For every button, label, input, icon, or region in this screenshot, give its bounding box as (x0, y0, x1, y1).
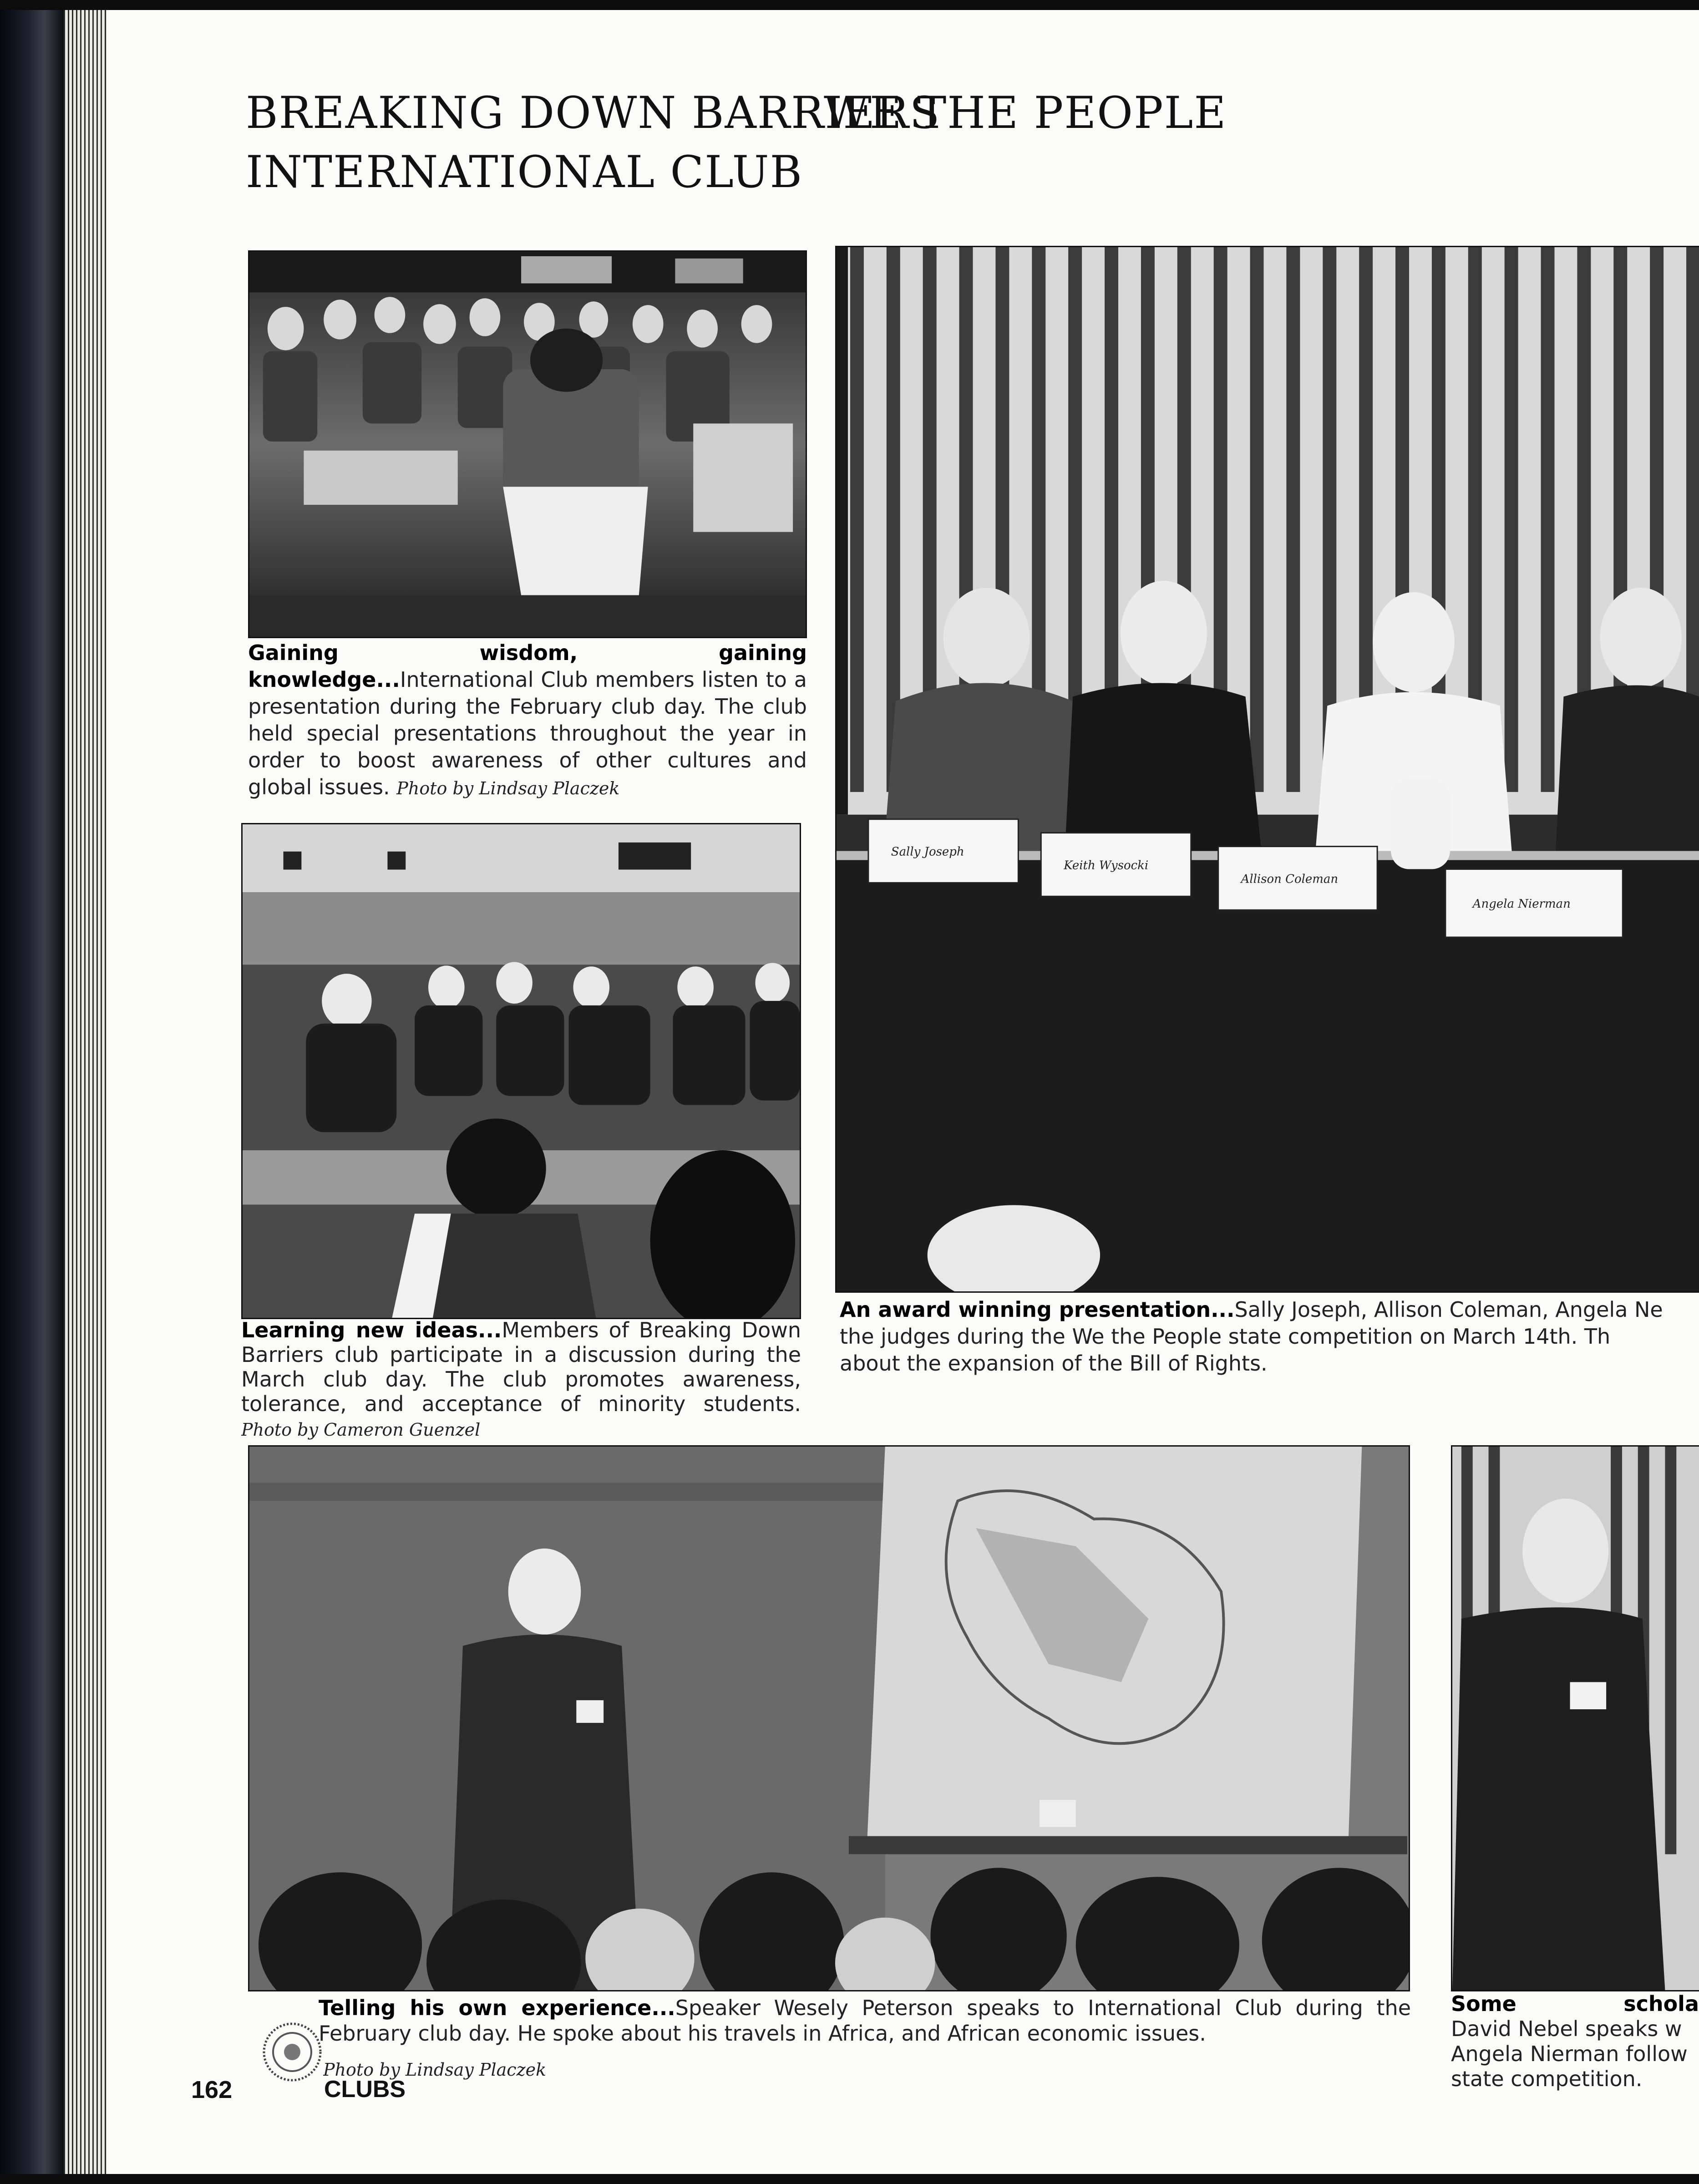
photo-credit: Photo by Lindsay Placzek (396, 778, 620, 798)
photo-credit: Photo by Cameron Guenzel (241, 1420, 481, 1440)
nameplate-sally-joseph: Sally Joseph (891, 845, 964, 859)
caption-lead: Gaining wisdom, gaining knowledge... (248, 640, 807, 692)
page-number: 162 (191, 2076, 233, 2103)
caption-lead-left: Some (1451, 1991, 1516, 2016)
caption-line3: Angela Nierman follow (1451, 2042, 1688, 2066)
caption-text: Speaker Wesely Peterson speaks to International Club during the February club day. He spoke about his travels in Africa, and African economic issues. (319, 1996, 1411, 2046)
heading-we-the-people: WE THE PEOPLE (824, 87, 1227, 138)
heading-breaking-down-barriers: BREAKING DOWN BARRIERS (246, 87, 941, 138)
caption-text-line3: about the expansion of the Bill of Rights. (840, 1351, 1268, 1376)
photo-panel-presentation (835, 246, 1699, 1293)
photo-credit: Photo by Lindsay Placzek (323, 2060, 547, 2080)
caption-text-line2: the judges during the We the People state competition on March 14th. Th (840, 1324, 1611, 1349)
caption-speaker (319, 1995, 1411, 2059)
nameplate-allison-coleman: Allison Coleman (1241, 872, 1339, 886)
caption-lead: Learning new ideas... (241, 1318, 502, 1342)
caption-line2: David Nebel speaks w (1451, 2016, 1682, 2041)
photo-side-cropped (1451, 1445, 1699, 1991)
caption-line4: state competition. (1451, 2067, 1643, 2091)
nameplate-angela-nierman: Angela Nierman (1472, 897, 1571, 911)
caption-classroom (248, 640, 807, 822)
school-seal-icon (260, 2020, 324, 2084)
photo-classroom-listening (248, 250, 807, 638)
caption-lead-right: schola (1623, 1991, 1699, 2016)
caption-text: Members of Breaking Down Barriers club participate in a discussion during the March club day. The club promotes awareness, tolerance, and acceptance of minority students. (241, 1318, 801, 1416)
caption-lead: Telling his own experience... (319, 1996, 675, 2020)
photo-speaker-africa (248, 1445, 1410, 1991)
nameplate-keith-wysocki: Keith Wysocki (1064, 858, 1149, 873)
caption-panel (840, 1296, 1699, 1387)
photo-library-discussion (241, 823, 801, 1319)
top-scan-edge (0, 0, 1699, 10)
heading-international-club: INTERNATIONAL CLUB (246, 147, 803, 198)
section-label: CLUBS (324, 2076, 406, 2103)
caption-library (241, 1318, 801, 1445)
caption-text: International Club members listen to a presentation during the February club day. The club held special presentations throughout the year in order to boost awareness of other cultures and global issues. (248, 667, 807, 799)
book-spine (0, 0, 64, 2184)
bottom-scan-edge (0, 2174, 1699, 2184)
caption-text-line1: Sally Joseph, Allison Coleman, Angela Ne (1234, 1297, 1663, 1322)
caption-lead: An award winning presentation... (840, 1297, 1235, 1322)
page-edges (64, 0, 107, 2184)
caption-side (1451, 1991, 1699, 2096)
